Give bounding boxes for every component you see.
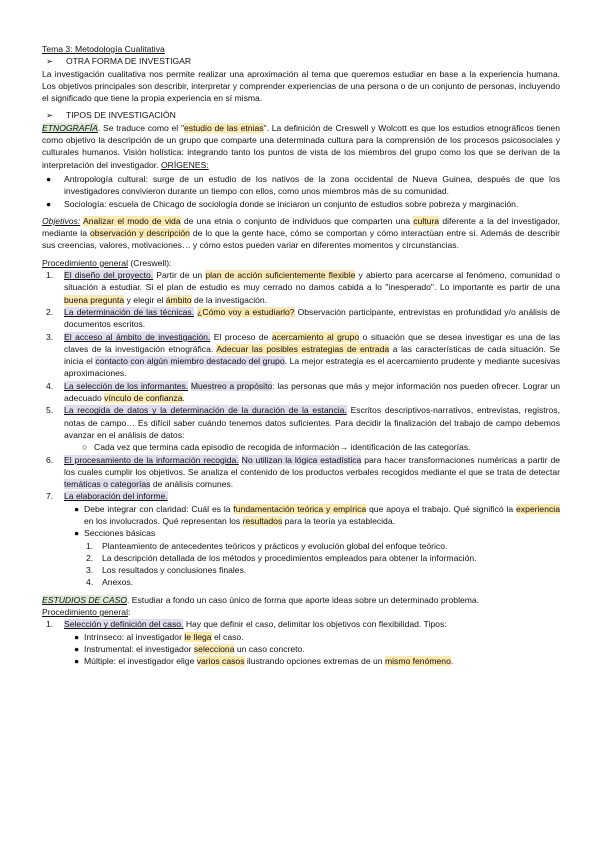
bullet-icon: ● [46, 198, 52, 209]
list-item: 7. La elaboración del informe. [46, 491, 168, 502]
sub-list-item: ● Secciones básicas [74, 528, 156, 539]
section-heading-tipos: ➢ TIPOS DE INVESTIGACIÓN [46, 110, 176, 121]
estudios-caso-label: ESTUDIOS DE CASO [42, 594, 127, 605]
list-item: ● Sociología: escuela de Chicago de sociología donde se iniciaron un conjunto de estudios sobre pobreza y marginación. [46, 198, 519, 209]
procedimiento-caso-heading: Procedimiento general: [42, 607, 131, 618]
list-item: 4. La selección de los informantes. Muestreo a propósito: las personas que más y mejor información nos pueden ofrecer. Lograr un adecuado vínculo de confianza. [46, 380, 561, 404]
list-item: ● Antropología cultural: surge de un estudio de los nativos de la zona occidental de Nueva Guinea, después de que los investigadores convivieron durante un tiempo con ellos, como unos miembros más de su comunidad. [46, 173, 560, 197]
sub-list-item: ○ Cada vez que termina cada episodio de recogida de información→ identificación de las categorías. [82, 442, 471, 453]
bullet-icon: ● [46, 173, 52, 184]
caso-list [42, 618, 560, 667]
etnografia-paragraph: ETNOGRAFÍA. Se traduce como el "estudio de las etnias". La definición de Creswell y Wolcott es que los estudios etnográficos tienen como objetivo la descripción de un grupo que comparte una determinada cultura para la comprensión de los procesos psicosociales y culturales humanos. Visión holística: integrando tanto los puntos de vista de los miembros del grupo como los que se derivan de la interpretación del investigador. ORÍGENES: [42, 122, 560, 170]
origenes-label: ORÍGENES: [160, 159, 209, 170]
list-item: 3. El acceso al ámbito de investigación. El proceso de acercamiento al grupo o situación que se desea investigar es una de las claves de la investigación etnográfica. Adecuar las posibles estrategias de entrada a las características de cada situación. Se inicia el contacto con algún miembro destacado del grupo. La mejor estrategia es el acercamiento prudente y mediante sucesivas aproximaciones. [46, 331, 560, 379]
bullet-icon: ● [74, 528, 80, 539]
origenes-list [42, 173, 560, 210]
sub-list-item: ● Intrínseco: al investigador le llega el caso. [74, 631, 244, 642]
bullet-icon: ● [74, 643, 80, 654]
etnografia-label: ETNOGRAFÍA [42, 122, 98, 133]
arrow-icon: ➢ [46, 110, 54, 121]
section-heading-otra-forma: ➢ OTRA FORMA DE INVESTIGAR [46, 56, 192, 67]
circle-bullet-icon: ○ [82, 442, 88, 453]
bullet-icon: ● [74, 656, 80, 667]
list-item: 2. La determinación de las técnicas. ¿Cómo voy a estudiarlo? Observación participante, entrevistas en profundidad y/o análisis de documentos escritos. [46, 306, 560, 330]
sub-list-item: ● Múltiple: el investigador elige varios casos ilustrando opciones extremas de un mismo fenómeno. [74, 656, 454, 667]
section-item: 1. Planteamiento de antecedentes teóricos y prácticos y evolución global del enfoque teórico. [86, 540, 448, 551]
objetivos-label: Objetivos: [42, 215, 81, 226]
bullet-icon: ● [74, 503, 80, 514]
bullet-icon: ● [74, 631, 80, 642]
list-item: 1. El diseño del proyecto. Partir de un plan de acción suficientemente flexible y abierto para acercarse al fenómeno, comunidad o situación a estudiar. Si el plan de estudio es muy cerrado no damos cabida a lo "inesperado". Lo importante es partir de una buena pregunta y elegir el ámbito de la investigación. [46, 270, 561, 305]
section-item: 2. La descripción detallada de los métodos y procedimientos empleados para obtener la información. [86, 552, 477, 563]
list-item: 5. La recogida de datos y la determinación de la duración de la estancia. Escritos descriptivos-narrativos, entrevistas, registros, notas de campo… Es difícil saber cuándo tenemos datos suficientes. Para decidir la finalización del trabajo de campo debemos avanzar en el análisis de datos: [46, 405, 560, 440]
document-page [42, 43, 560, 668]
procedimiento-heading: Procedimiento general (Creswell): [42, 257, 172, 268]
document-title: Tema 3: Metodología Cualitativa [42, 44, 165, 54]
estudios-caso-paragraph: ESTUDIOS DE CASO. Estudiar a fondo un caso único de forma que aporte ideas sobre un determinado problema. [42, 594, 480, 605]
section-item: 3. Los resultados y conclusiones finales. [86, 565, 247, 576]
arrow-icon: ➢ [46, 56, 54, 67]
objetivos-paragraph: Objetivos: Analizar el modo de vida de una etnia o conjunto de individuos que comparten una cultura diferente a la del investigador, mediante la observación y descripción de lo que la gente hace, cómo se comportan y cómo interactúan entre sí. Además de describir sus creencias, valores, motivaciones… y cómo estos pueden variar en diferentes momentos y circunstancias. [42, 215, 561, 251]
list-item: 6. El procesamiento de la información recogida. No utilizan la lógica estadística para hacer transformaciones numéricas a partir de los cuales cumplir los objetivos. Se analiza el contenido de los productos verbales recogidos mediante el que se trata de detectar temáticas o categorías de análisis comunes. [46, 454, 560, 490]
procedimiento-list [42, 269, 560, 589]
sub-list-item: ● Debe integrar con claridad: Cuál es la fundamentación teórica y empírica que apoya el trabajo. Qué significó la experiencia en los involucrados. Qué representan los resultados para la teoría ya establecida. [74, 503, 560, 526]
section-item: 4. Anexos. [86, 577, 134, 588]
intro-paragraph: La investigación cualitativa nos permite realizar una aproximación al tema que queremos estudiar en base a la experiencia humana. Los objetivos principales son describir, interpretar y comprender experiencias de una persona o de un conjunto de personas, incluyendo el significado que tiene la propia experiencia en sí misma. [42, 68, 560, 104]
sub-list-item: ● Instrumental: el investigador selecciona un caso concreto. [74, 643, 305, 654]
list-item: 1. Selección y definición del caso. Hay que definir el caso, delimitar los objetivos con flexibilidad. Tipos: [46, 619, 447, 630]
